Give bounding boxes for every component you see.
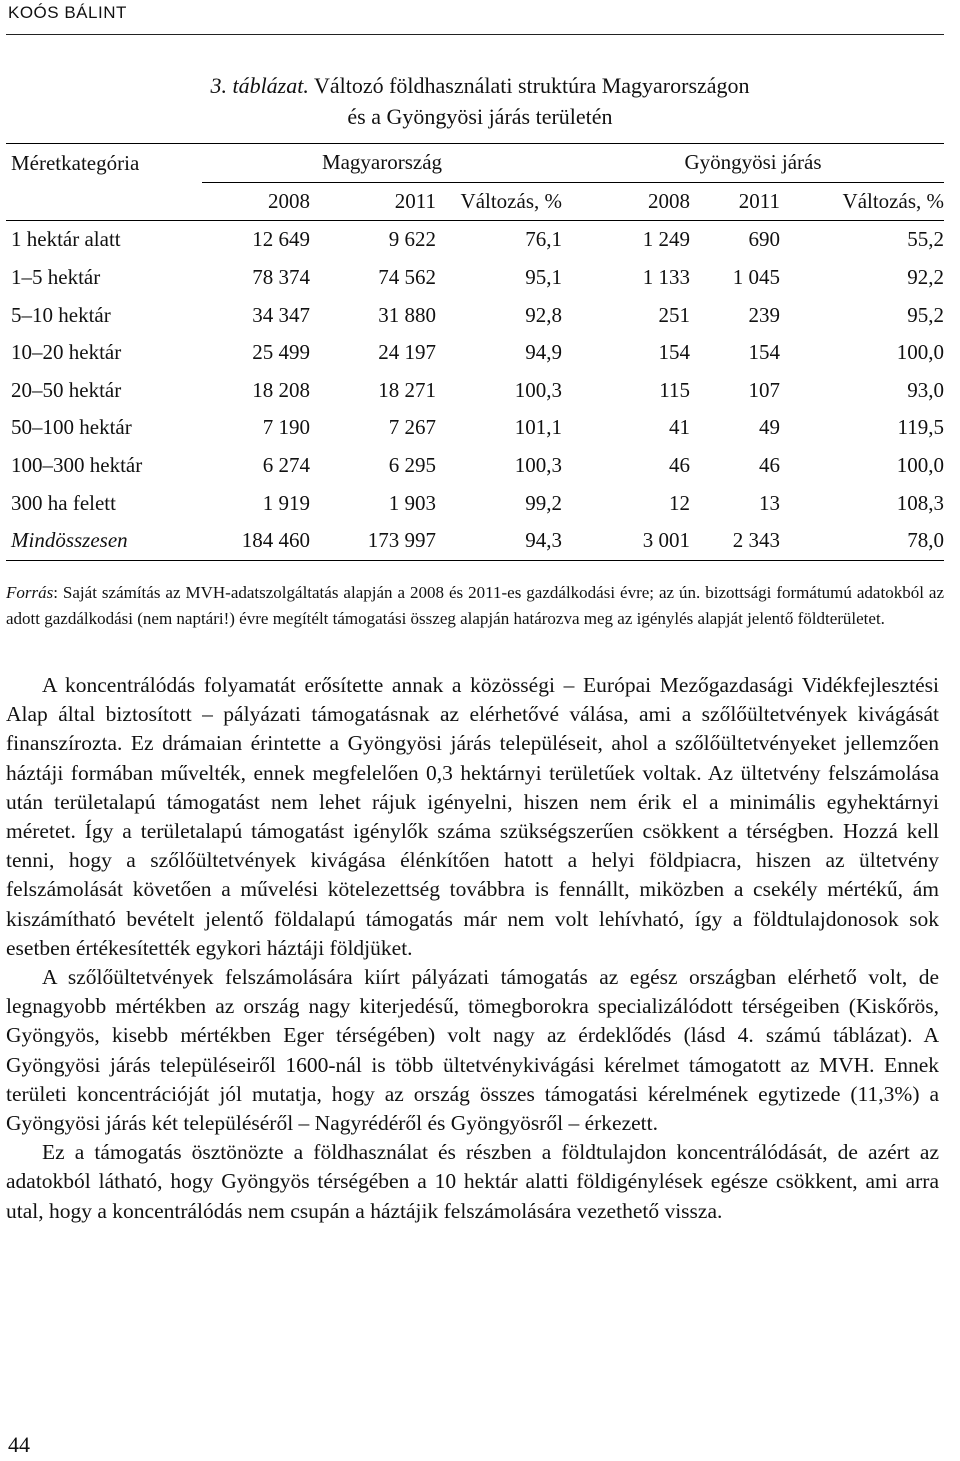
cell-gy-change: 100,0 — [896, 453, 944, 478]
caption-title-1: Változó földhasználati struktúra Magyarországon — [308, 73, 750, 98]
cell-hu-change: 92,8 — [525, 302, 562, 327]
row-label: 10–20 hektár — [11, 340, 122, 365]
row-label: 20–50 hektár — [11, 377, 122, 402]
table-row — [6, 372, 944, 410]
cell-hu-change: 100,3 — [514, 377, 562, 402]
cell-hu-2008: 1 919 — [262, 490, 310, 515]
subheader-hu-change: Változás, % — [436, 182, 562, 221]
cell-gy-2011: 690 — [748, 227, 780, 252]
cell-hu-2011: 31 880 — [378, 302, 436, 327]
cell-hu-change: 94,3 — [436, 522, 562, 560]
body-text — [6, 671, 939, 1226]
cell-gy-2008: 154 — [658, 340, 690, 365]
cell-hu-2008: 18 208 — [252, 377, 310, 402]
cell-gy-change: 92,2 — [907, 265, 944, 290]
subheader-hu-2011: 2011 — [310, 182, 436, 221]
group-header-gyongyos: Gyöngyösi járás — [562, 144, 944, 183]
cell-gy-change: 55,2 — [907, 227, 944, 252]
cell-hu-change: 100,3 — [514, 453, 562, 478]
cell-gy-change: 78,0 — [780, 522, 944, 560]
cell-hu-2011: 74 562 — [378, 265, 436, 290]
col-category-header: Méretkategória — [6, 144, 202, 183]
cell-gy-2008: 1 249 — [642, 227, 690, 252]
subheader-blank — [6, 182, 202, 221]
cell-hu-2008: 12 649 — [252, 227, 310, 252]
paragraph: Ez a támogatás ösztönözte a földhasználat és részben a földtulajdon koncentrálódását, de azért az adatokból látható, hogy Gyöngyös térségében a 10 hektár alatti földigénylések egésze csökkent, ami arra utal, hogy a koncentrálódás nem csupán a háztájik felszámolására vezethető vissza. — [6, 1140, 939, 1223]
subheader-gy-2008: 2008 — [562, 182, 690, 221]
subheader-hu-2008: 2008 — [202, 182, 310, 221]
cell-hu-change: 99,2 — [525, 490, 562, 515]
cell-hu-change: 76,1 — [525, 227, 562, 252]
cell-gy-2011: 239 — [748, 302, 780, 327]
table-row — [6, 259, 944, 297]
row-label: 1–5 hektár — [11, 265, 101, 290]
cell-gy-2011: 1 045 — [732, 265, 780, 290]
cell-hu-change: 95,1 — [525, 265, 562, 290]
cell-gy-2008: 251 — [658, 302, 690, 327]
row-label: 300 ha felett — [11, 490, 116, 515]
cell-gy-2011: 49 — [759, 415, 780, 440]
cell-hu-2008: 78 374 — [252, 265, 310, 290]
table-row — [6, 334, 944, 372]
cell-hu-2011: 173 997 — [310, 522, 436, 560]
page-number: 44 — [8, 1432, 30, 1457]
cell-gy-change: 108,3 — [896, 490, 944, 515]
table-row — [6, 447, 944, 485]
table-row — [6, 409, 944, 447]
cell-gy-2008: 46 — [669, 453, 690, 478]
table-row — [6, 296, 944, 334]
paragraph: A szőlőültetvények felszámolására kiírt pályázati támogatás az egész országban elérhető volt, de legnagyobb mértékben az ország nagy kiterjedésű, tömegborokra specializálódott térségeiben (Kiskőrös, Gyöngyös, kisebb mértékben Eger térségében) volt nagy az érdeklődés (lásd 4. számú táblázat). A Gyöngyösi járás településeiről 1600-nál is több ültetvénykivágási kérelmet támogatott az MVH. Ennek területi koncentrációját jól mutatja, hogy az ország összes támogatási kérelmének egytizede (11,3%) a Gyöngyösi járás két településéről – Nagyrédéről és Gyöngyösről – érkezett. — [6, 965, 939, 1136]
table-subheader — [6, 182, 944, 221]
table-row — [6, 484, 944, 522]
cell-hu-2011: 9 622 — [388, 227, 436, 252]
cell-gy-change: 95,2 — [907, 302, 944, 327]
caption-line-1 — [0, 70, 960, 101]
cell-gy-2011: 2 343 — [690, 522, 780, 560]
subheader-gy-change: Változás, % — [780, 182, 944, 221]
row-label: 5–10 hektár — [11, 302, 111, 327]
cell-hu-2011: 18 271 — [378, 377, 436, 402]
cell-hu-2011: 6 295 — [388, 453, 436, 478]
cell-hu-2011: 24 197 — [378, 340, 436, 365]
cell-gy-2008: 115 — [659, 377, 690, 402]
cell-gy-change: 100,0 — [896, 340, 944, 365]
cell-gy-2011: 13 — [759, 490, 780, 515]
cell-gy-change: 119,5 — [897, 415, 944, 440]
cell-hu-2011: 1 903 — [388, 490, 436, 515]
cell-gy-2011: 46 — [759, 453, 780, 478]
row-label-total: Mindösszesen — [6, 522, 202, 560]
cell-gy-2011: 154 — [748, 340, 780, 365]
table-source-note — [6, 580, 944, 632]
row-label: 100–300 hektár — [11, 453, 143, 478]
cell-gy-change: 93,0 — [907, 377, 944, 402]
cell-hu-2008: 25 499 — [252, 340, 310, 365]
cell-hu-2011: 7 267 — [388, 415, 436, 440]
cell-hu-2008: 184 460 — [202, 522, 310, 560]
cell-hu-2008: 7 190 — [262, 415, 310, 440]
cell-gy-2008: 12 — [669, 490, 690, 515]
table-row — [6, 221, 944, 259]
table-group-header — [6, 144, 944, 183]
row-label: 50–100 hektár — [11, 415, 132, 440]
cell-gy-2008: 1 133 — [642, 265, 690, 290]
cell-hu-2008: 6 274 — [262, 453, 310, 478]
cell-gy-2008: 41 — [669, 415, 690, 440]
running-header-author: KOÓS BÁLINT — [8, 3, 127, 22]
caption-line-2: és a Gyöngyösi járás területén — [347, 104, 613, 129]
paragraph: A koncentrálódás folyamatát erősítette annak a közösségi – Európai Mezőgazdasági Vidékfejlesztési Alap által biztosított – pályázati támogatásnak az elérhetővé válása, ami a szőlőültetvények kivágását finanszírozta. Ez drámaian érintette a Gyöngyösi járás településeit, ahol a szőlőültetvényeket jellemzően háztáji formában művelték, ennek megfelelően 0,3 hektárnyi területűek voltak. Az ültetvény felszámolása után területalapú támogatást nem lehet rájuk igényelni, hiszen nem érik el a minimális egyhektárnyi méretet. Így a területalapú támogatást igénylők száma szükségszerűen csökkent a térségben. Hozzá kell tenni, hogy a szőlőültetvények kivágása élénkítően hatott a helyi földpiacra, hiszen az ültetvény felszámolását követően a művelési kötelezettség továbbra is fennállt, miközben a csekély mértékű, ám kiszámítható bevételt jelentő földalapú támogatás már nem volt lehívható, így a földtulajdonosok sok esetben értékesítették egykori háztáji földjüket. — [6, 673, 939, 960]
land-use-table — [6, 143, 944, 561]
cell-hu-change: 94,9 — [525, 340, 562, 365]
subheader-gy-2011: 2011 — [690, 182, 780, 221]
source-label: Forrás — [6, 583, 54, 602]
header-rule — [6, 34, 944, 35]
table-caption — [0, 70, 960, 132]
cell-hu-2008: 34 347 — [252, 302, 310, 327]
cell-gy-2008: 3 001 — [562, 522, 690, 560]
cell-hu-change: 101,1 — [514, 415, 562, 440]
source-text: : Saját számítás az MVH-adatszolgáltatás alapján a 2008 és 2011-es gazdálkodási évre; az ún. bizottsági formátumú adatokból az adott gazdálkodási (nem naptári!) évre megítélt támogatási összeg alapján határozva meg az igénylés alapját jelentő földterületet. — [6, 583, 944, 628]
table-total-row — [6, 522, 944, 560]
caption-label: 3. táblázat. — [210, 73, 309, 98]
row-label: 1 hektár alatt — [11, 227, 121, 252]
cell-gy-2011: 107 — [748, 377, 780, 402]
group-header-hungary: Magyarország — [202, 144, 562, 183]
